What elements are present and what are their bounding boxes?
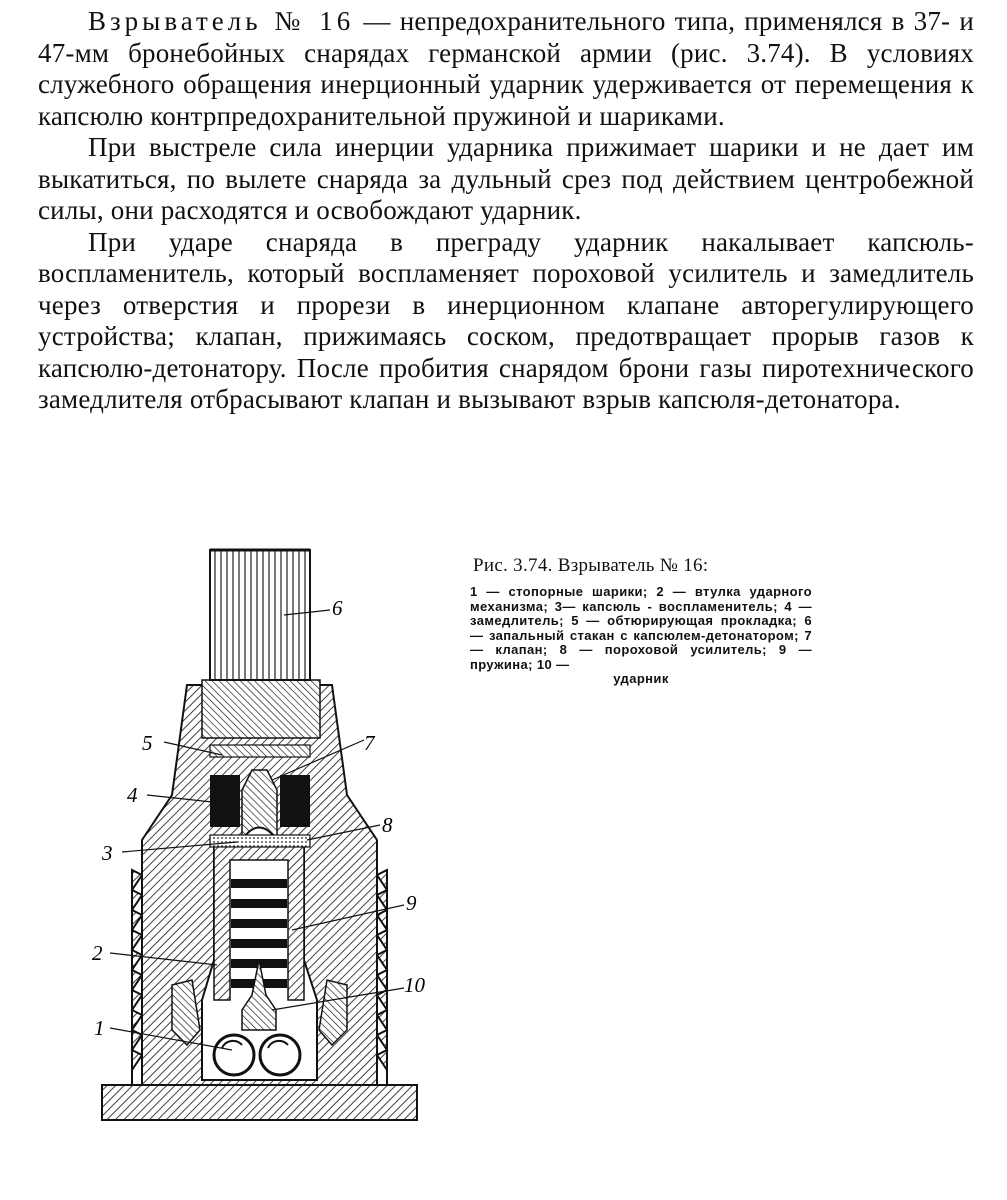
- label-3: 3: [102, 841, 113, 865]
- fuze-diagram: [92, 540, 462, 1140]
- label-7: 7: [364, 731, 375, 755]
- label-4: 4: [127, 783, 138, 807]
- label-9: 9: [406, 891, 417, 915]
- base-flange: [102, 1085, 417, 1120]
- cap-threads: [202, 680, 320, 738]
- powder-booster: [210, 835, 310, 847]
- caption-legend: [470, 585, 812, 687]
- body-text: [38, 6, 974, 416]
- label-6: 6: [332, 596, 343, 620]
- label-5: 5: [142, 731, 153, 755]
- label-1: 1: [94, 1016, 105, 1040]
- caption-legend-end: ударник: [613, 671, 669, 686]
- paragraph-2: При выстреле сила инерции ударника прижимает шарики и не дает им выкатиться, по вылете снаряда за дульный срез под действием центробежной силы, они расходятся и освобождают ударник.: [38, 132, 974, 225]
- paragraph-3: При ударе снаряда в преграду ударник накалывает капсюль-воспламенитель, который воспламеняет пороховой усилитель и замедлитель через отверстия и прорези в инерционном клапане авторегулирующего устройства; клапан, прижимаясь соском, предотвращает прорыв газов к капсюлю-детонатору. После пробития снарядом брони газы пиротехнического замедлителя отбрасывают клапан и вызывают взрыв капсюля-детонатора.: [38, 226, 974, 414]
- paragraph-1: [38, 6, 974, 132]
- figure-caption: [470, 555, 812, 687]
- caption-title: Рис. 3.74. Взрыватель № 16:: [473, 555, 709, 576]
- label-10: 10: [404, 973, 425, 997]
- label-8: 8: [382, 813, 393, 837]
- caption-legend-text: 1 — стопорные шарики; 2 — втулка ударного механизма; 3— капсюль - воспламенитель; 4 — замедлитель; 5 — обтюрирующая прокладка; 6 — запальный стакан с капсюлем-детонатором; 7 — клапан; 8 — пороховой усилитель; 9 — пружина; 10 —: [470, 584, 812, 672]
- sealing-gasket: [210, 745, 310, 757]
- fuze-title-inline: Взрыватель № 16: [88, 6, 355, 36]
- label-2: 2: [92, 941, 103, 965]
- detonator-cup: [210, 550, 310, 680]
- delay-block-right: [280, 775, 310, 827]
- paragraph-1-text: — непредохранительного типа, применялся в 37- и 47-мм бронебойных снарядах германской армии (рис. 3.74). В условиях служебного обращения инерционный ударник удерживается от перемещения к капсюлю контрпредохранительной пружиной и шариками.: [38, 6, 975, 131]
- delay-block-left: [210, 775, 240, 827]
